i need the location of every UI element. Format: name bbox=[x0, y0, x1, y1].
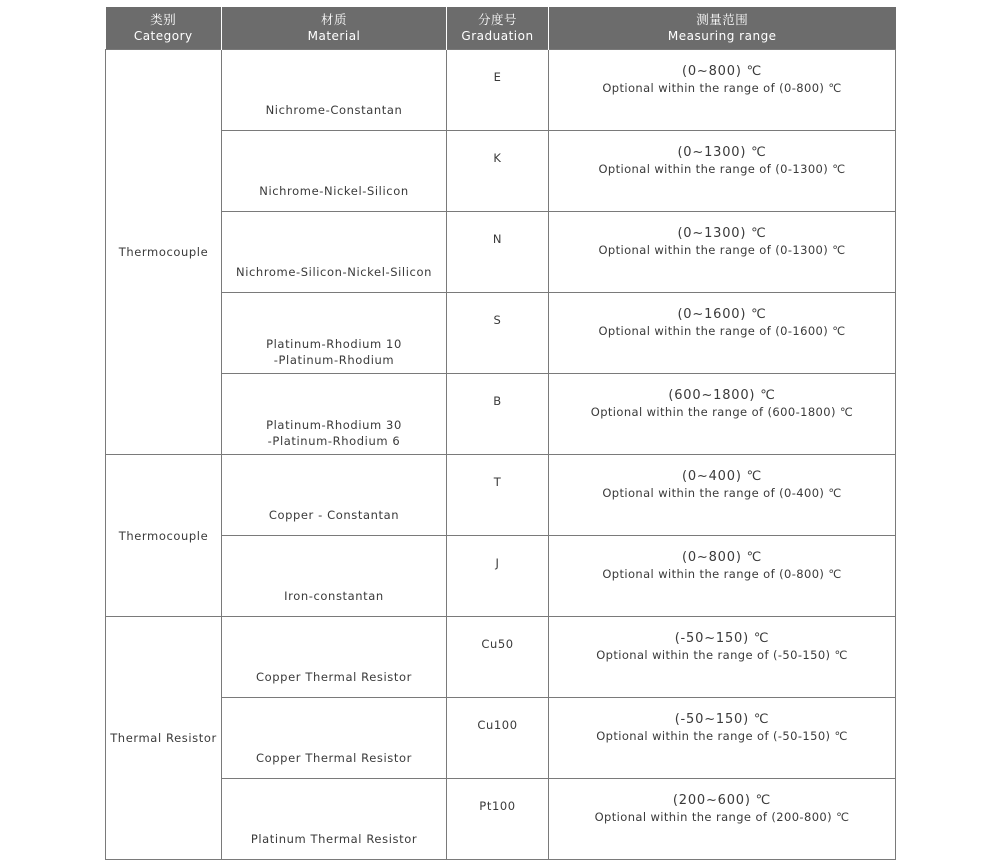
range-value: (0~1300) ℃ bbox=[677, 145, 767, 160]
range-value: (-50~150) ℃ bbox=[674, 712, 770, 727]
header-category bbox=[106, 7, 222, 50]
header-range-zh: 测量范围 bbox=[696, 12, 749, 27]
material-cell bbox=[222, 50, 447, 131]
range-cell bbox=[549, 50, 896, 131]
category-cell: Thermocouple bbox=[106, 50, 222, 455]
graduation-cell: Cu100 bbox=[447, 698, 549, 779]
table-row bbox=[106, 698, 896, 779]
range-optional: Optional within the range of (200-800) ℃ bbox=[594, 810, 850, 824]
header-material-zh: 材质 bbox=[320, 12, 347, 27]
table-row bbox=[106, 374, 896, 455]
category-cell: Thermal Resistor bbox=[106, 617, 222, 860]
range-optional: Optional within the range of (0-800) ℃ bbox=[602, 567, 842, 581]
thermometer-spec-table bbox=[105, 7, 896, 860]
material-cell bbox=[222, 374, 447, 455]
table-row bbox=[106, 455, 896, 536]
header-category-en: Category bbox=[133, 29, 193, 43]
material-cell bbox=[222, 293, 447, 374]
range-optional: Optional within the range of (-50-150) ℃ bbox=[596, 648, 848, 662]
table-row bbox=[106, 50, 896, 131]
material-line: Platinum-Rhodium 30 bbox=[266, 418, 402, 432]
range-cell bbox=[549, 617, 896, 698]
range-cell bbox=[549, 536, 896, 617]
range-cell bbox=[549, 698, 896, 779]
material-cell bbox=[222, 698, 447, 779]
material-cell bbox=[222, 617, 447, 698]
table-row bbox=[106, 536, 896, 617]
material-cell bbox=[222, 536, 447, 617]
graduation-cell: S bbox=[447, 293, 549, 374]
range-value: (0~800) ℃ bbox=[681, 64, 763, 79]
material-cell bbox=[222, 131, 447, 212]
material-line: Platinum-Rhodium 10 bbox=[266, 337, 402, 351]
graduation-cell: E bbox=[447, 50, 549, 131]
range-cell bbox=[549, 131, 896, 212]
material-line: Nichrome-Silicon-Nickel-Silicon bbox=[236, 265, 432, 279]
range-optional: Optional within the range of (-50-150) ℃ bbox=[596, 729, 848, 743]
range-cell bbox=[549, 212, 896, 293]
range-value: (600~1800) ℃ bbox=[668, 388, 776, 403]
range-optional: Optional within the range of (0-1300) ℃ bbox=[598, 243, 846, 257]
material-line: -Platinum-Rhodium 6 bbox=[267, 434, 401, 448]
graduation-cell: Cu50 bbox=[447, 617, 549, 698]
range-value: (200~600) ℃ bbox=[672, 793, 772, 808]
material-line: Platinum Thermal Resistor bbox=[250, 832, 418, 846]
header-row bbox=[106, 7, 896, 50]
range-cell bbox=[549, 293, 896, 374]
range-optional: Optional within the range of (600-1800) ℃ bbox=[590, 405, 854, 419]
material-line: Copper - Constantan bbox=[268, 508, 400, 522]
header-graduation bbox=[447, 7, 549, 50]
graduation-cell: Pt100 bbox=[447, 779, 549, 860]
header-graduation-zh: 分度号 bbox=[477, 12, 517, 27]
material-cell bbox=[222, 779, 447, 860]
material-cell bbox=[222, 455, 447, 536]
material-line: -Platinum-Rhodium bbox=[273, 353, 395, 367]
graduation-cell: B bbox=[447, 374, 549, 455]
header-graduation-en: Graduation bbox=[461, 29, 534, 43]
range-value: (0~400) ℃ bbox=[681, 469, 763, 484]
range-optional: Optional within the range of (0-800) ℃ bbox=[602, 81, 842, 95]
material-line: Copper Thermal Resistor bbox=[256, 670, 412, 684]
table-row bbox=[106, 212, 896, 293]
material-line: Iron-constantan bbox=[284, 589, 384, 603]
table-row bbox=[106, 293, 896, 374]
material-line: Copper Thermal Resistor bbox=[256, 751, 412, 765]
header-range-en: Measuring range bbox=[667, 29, 777, 43]
category-cell: Thermocouple bbox=[106, 455, 222, 617]
header-material-en: Material bbox=[307, 29, 361, 43]
material-line: Nichrome-Constantan bbox=[265, 103, 403, 117]
range-value: (-50~150) ℃ bbox=[674, 631, 770, 646]
range-cell bbox=[549, 779, 896, 860]
material-cell bbox=[222, 212, 447, 293]
table-row bbox=[106, 617, 896, 698]
range-cell bbox=[549, 455, 896, 536]
header-material bbox=[222, 7, 447, 50]
graduation-cell: K bbox=[447, 131, 549, 212]
material-line: Nichrome-Nickel-Silicon bbox=[259, 184, 409, 198]
table-row bbox=[106, 779, 896, 860]
graduation-cell: T bbox=[447, 455, 549, 536]
range-optional: Optional within the range of (0-1300) ℃ bbox=[598, 162, 846, 176]
range-optional: Optional within the range of (0-1600) ℃ bbox=[598, 324, 846, 338]
range-cell bbox=[549, 374, 896, 455]
range-value: (0~800) ℃ bbox=[681, 550, 763, 565]
range-value: (0~1600) ℃ bbox=[677, 307, 767, 322]
range-optional: Optional within the range of (0-400) ℃ bbox=[602, 486, 842, 500]
header-range bbox=[549, 7, 896, 50]
range-value: (0~1300) ℃ bbox=[677, 226, 767, 241]
graduation-cell: J bbox=[447, 536, 549, 617]
table-row bbox=[106, 131, 896, 212]
header-category-zh: 类别 bbox=[150, 12, 177, 27]
graduation-cell: N bbox=[447, 212, 549, 293]
